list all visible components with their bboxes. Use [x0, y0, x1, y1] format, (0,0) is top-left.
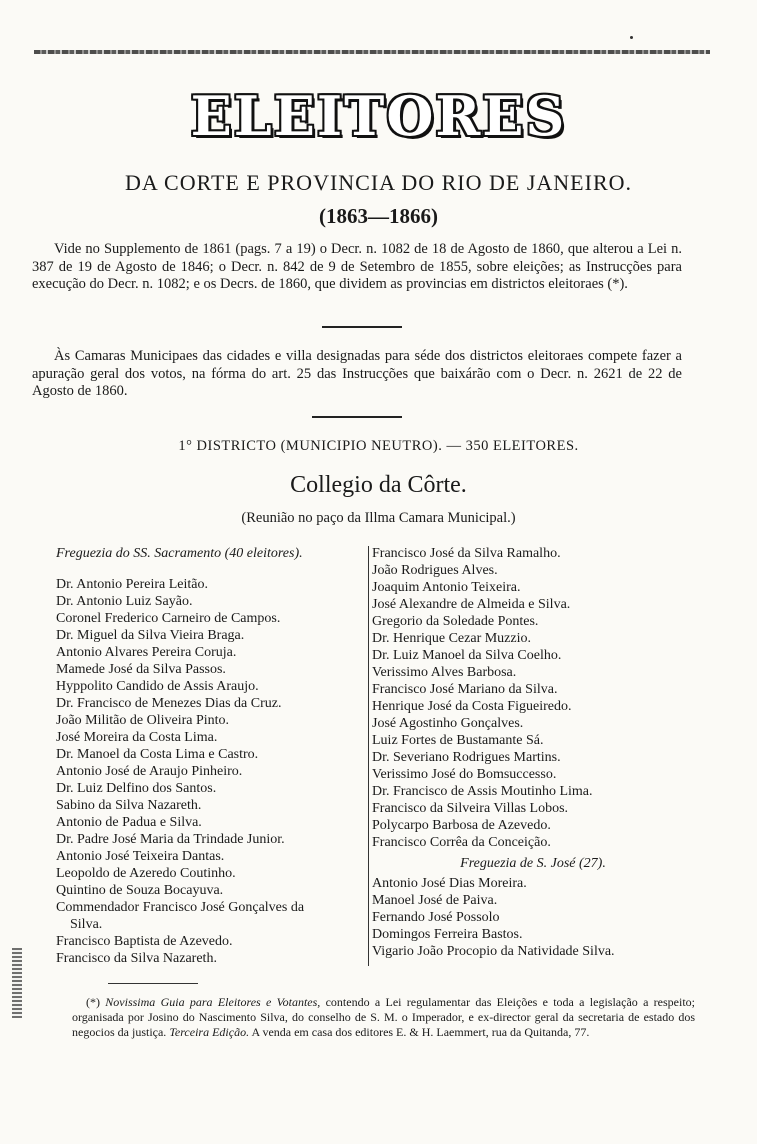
list-item: Dr. Antonio Pereira Leitão. — [56, 577, 209, 592]
page-title: ELEITORES — [190, 84, 567, 148]
list-item: Joaquim Antonio Teixeira. — [372, 580, 521, 595]
parish-heading: Freguezia do SS. Sacramento (40 eleitores). — [56, 546, 303, 561]
list-item: Dr. Luiz Manoel da Silva Coelho. — [372, 648, 562, 663]
list-item: Dr. Miguel da Silva Vieira Braga. — [56, 628, 245, 643]
list-item: Dr. Padre José Maria da Trindade Junior. — [56, 832, 285, 847]
list-item: Luiz Fortes de Bustamante Sá. — [372, 733, 544, 748]
list-item: José Alexandre de Almeida e Silva. — [372, 597, 571, 612]
list-item: João Militão de Oliveira Pinto. — [56, 713, 230, 728]
footnote-marker: (*) — [86, 995, 100, 1009]
list-item: Leopoldo de Azeredo Coutinho. — [56, 866, 236, 881]
list-item: Verissimo Alves Barbosa. — [372, 665, 517, 680]
footnote — [72, 995, 695, 1040]
list-item: Francisco da Silveira Villas Lobos. — [372, 801, 569, 816]
footnote-title: Novissima Guia para Eleitores e Votantes, — [105, 995, 321, 1009]
district-heading: 1° DISTRICTO (MUNICIPIO NEUTRO). — 350 ELEITORES. — [178, 438, 579, 454]
list-item: Dr. Manoel da Costa Lima e Castro. — [56, 747, 259, 762]
list-item: Fernando José Possolo — [372, 910, 500, 925]
page-edge-mark — [12, 948, 22, 1018]
list-item: Commendador Francisco José Gonçalves da — [56, 900, 305, 915]
list-item: João Rodrigues Alves. — [372, 563, 498, 578]
list-item: José Moreira da Costa Lima. — [56, 730, 218, 745]
list-item: Francisco José da Silva Ramalho. — [372, 546, 561, 561]
footnote-rule — [108, 983, 198, 984]
list-item: Gregorio da Soledade Pontes. — [372, 614, 539, 629]
collegio-heading: Collegio da Côrte. — [290, 472, 467, 498]
list-item: Francisco Baptista de Azevedo. — [56, 934, 233, 949]
right-column — [372, 545, 694, 960]
left-column — [56, 545, 368, 967]
separator-rule — [312, 416, 402, 418]
intro-paragraph-1: Vide no Supplemento de 1861 (pags. 7 a 19) o Decr. n. 1082 de 18 de Agosto de 1860, que alterou a Lei n. 387 de 19 de Agosto de 1846; o Decr. n. 842 de 9 de Setembro de 1855, sobre eleições; as Instrucções para execução do Decr. n. 1082; e os Decrs. de 1860, que dividem as provincias em districtos eleitoraes (*). — [32, 241, 682, 292]
list-item: Sabino da Silva Nazareth. — [56, 798, 202, 813]
intro-paragraph-2: Às Camaras Municipaes das cidades e villa designadas para séde dos districtos eleitoraes compete fazer a apuração geral dos votos, na fórma do art. 25 das Instrucções que baixárão com o Decr. n. 2621 de 22 de Agosto de 1860. — [32, 348, 682, 399]
meeting-note: (Reunião no paço da Illma Camara Municipal.) — [241, 510, 516, 526]
list-item: Dr. Francisco de Assis Moutinho Lima. — [372, 784, 593, 799]
list-item: Mamede José da Silva Passos. — [56, 662, 226, 677]
list-item: Antonio José Dias Moreira. — [372, 876, 527, 891]
separator-rule — [322, 326, 402, 328]
footnote-sale: A venda em casa dos editores E. & H. Laemmert, rua da Quitanda, 77. — [251, 1025, 590, 1039]
list-item: José Agostinho Gonçalves. — [372, 716, 524, 731]
list-item: Henrique José da Costa Figueiredo. — [372, 699, 572, 714]
list-item: Dr. Antonio Luiz Sayão. — [56, 594, 193, 609]
list-item: Antonio Alvares Pereira Coruja. — [56, 645, 237, 660]
list-item: Dr. Luiz Delfino dos Santos. — [56, 781, 217, 796]
list-item: Antonio José de Araujo Pinheiro. — [56, 764, 243, 779]
footnote-edition: Terceira Edição. — [169, 1025, 250, 1039]
parish-heading: Freguezia de S. José (27). — [460, 856, 606, 871]
ink-speck — [630, 36, 633, 39]
list-item: Antonio José Teixeira Dantas. — [56, 849, 225, 864]
page-subtitle: DA CORTE E PROVINCIA DO RIO DE JANEIRO. — [124, 170, 632, 195]
list-item: Silva. — [70, 917, 103, 932]
list-item: Dr. Severiano Rodrigues Martins. — [372, 750, 561, 765]
column-divider — [368, 546, 369, 966]
list-item: Francisco da Silva Nazareth. — [56, 951, 217, 966]
list-item: Verissimo José do Bomsuccesso. — [372, 767, 557, 782]
list-item: Francisco Corrêa da Conceição. — [372, 835, 551, 850]
list-item: Quintino de Souza Bocayuva. — [56, 883, 224, 898]
list-item: Hyppolito Candido de Assis Araujo. — [56, 679, 259, 694]
list-item: Manoel José de Paiva. — [372, 893, 498, 908]
spacer — [56, 562, 368, 576]
list-item: Antonio de Padua e Silva. — [56, 815, 202, 830]
top-ornamental-rule — [34, 50, 710, 54]
list-item: Francisco José Mariano da Silva. — [372, 682, 558, 697]
years-range: (1863—1866) — [319, 204, 438, 228]
list-item: Coronel Frederico Carneiro de Campos. — [56, 611, 281, 626]
list-item: Polycarpo Barbosa de Azevedo. — [372, 818, 551, 833]
list-item: Vigario João Procopio da Natividade Silva. — [372, 944, 615, 959]
list-item: Dr. Francisco de Menezes Dias da Cruz. — [56, 696, 282, 711]
footnote-text: contendo a Lei regulamentar das Eleições e toda a legislação a respeito; organisada por Josino do Nascimento Silva, do conselho de S. M. o Imperador, e ex-director geral da secretaria de estado dos negocios da justiça. — [72, 995, 696, 1039]
list-item: Domingos Ferreira Bastos. — [372, 927, 523, 942]
list-item: Dr. Henrique Cezar Muzzio. — [372, 631, 531, 646]
